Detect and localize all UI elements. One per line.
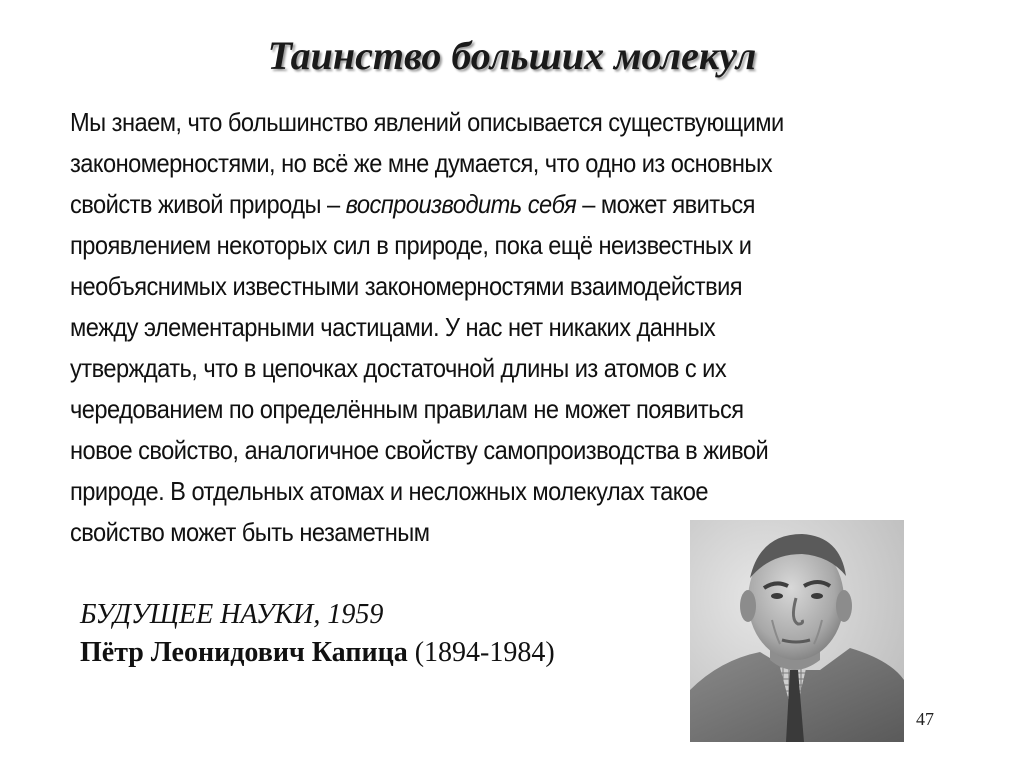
quote-line-3-end: – может явиться: [576, 189, 755, 219]
quote-line-3: [70, 184, 889, 225]
quote-line-6: между элементарными частицами. У нас нет никаких данных: [70, 312, 716, 342]
quote-line-3-start: свойств живой природы –: [70, 189, 346, 219]
author-years: (1894-1984): [414, 637, 555, 668]
citation: [80, 596, 555, 672]
quote-text: [70, 102, 889, 553]
quote-emphasis: воспроизводить себя: [345, 189, 577, 219]
author-name: Пётр Леонидович Капица: [80, 637, 408, 668]
quote-line-11: свойство может быть незаметным: [70, 517, 430, 547]
slide-title: Таинство больших молекул: [267, 33, 757, 78]
quote-line-7: утверждать, что в цепочках достаточной длины из атомов с их: [70, 353, 727, 383]
portrait-photo: [690, 520, 904, 742]
portrait-illustration: [690, 520, 904, 742]
quote-line-10: природе. В отдельных атомах и несложных молекулах такое: [70, 476, 709, 506]
quote-line-5: необъяснимых известными закономерностями взаимодействия: [70, 271, 743, 301]
citation-author: [80, 634, 555, 672]
quote-line-4: проявлением некоторых сил в природе, пока ещё неизвестных и: [70, 230, 752, 260]
quote-line-8: чередованием по определённым правилам не может появиться: [70, 394, 744, 424]
citation-source: БУДУЩЕЕ НАУКИ, 1959: [80, 599, 384, 630]
quote-line-2: закономерностями, но всё же мне думается, что одно из основных: [70, 148, 773, 178]
page-number: 47: [916, 709, 934, 729]
quote-line-9: новое свойство, аналогичное свойству самопроизводства в живой: [70, 435, 769, 465]
quote-line-1: Мы знаем, что большинство явлений описывается существующими: [70, 107, 784, 137]
